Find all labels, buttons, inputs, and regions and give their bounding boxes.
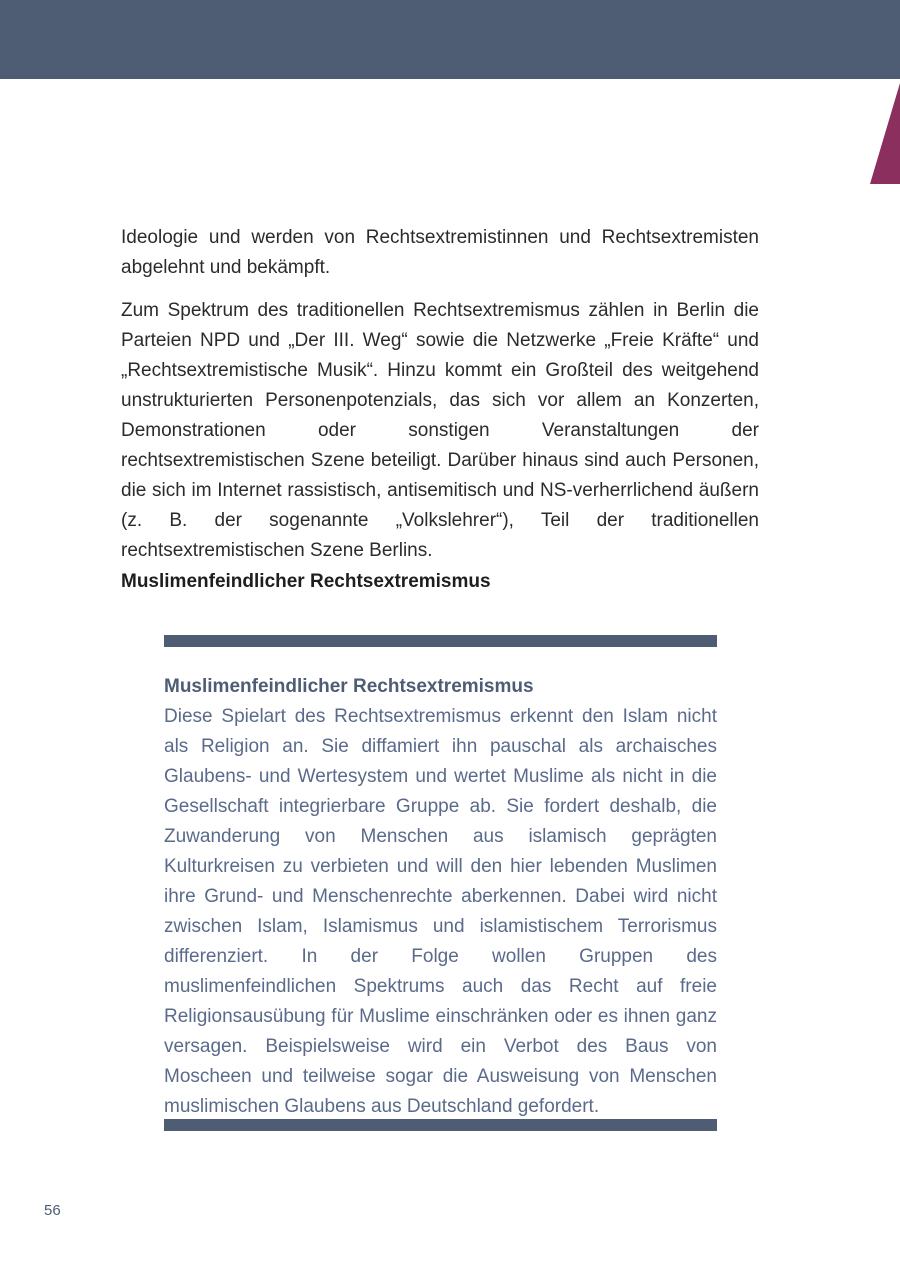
header-band	[0, 0, 900, 79]
info-box-bottom-rule	[164, 1119, 717, 1131]
page-number: 56	[44, 1202, 61, 1219]
section-heading: Muslimenfeindlicher Rechtsextremismus	[121, 571, 491, 592]
info-box-title: Muslimenfeindlicher Rechtsextremismus	[164, 676, 534, 697]
corner-tab-marker	[870, 83, 900, 184]
info-box-top-rule	[164, 635, 717, 647]
body-paragraph-2: Zum Spektrum des traditionellen Rechtsextremismus zählen in Berlin die Parteien NPD und „Der III. Weg“ sowie die Netzwerke „Freie Kräfte“ und „Rechtsextremistische Musik“. Hinzu kommt ein Großteil des weitgehend unstrukturierten Personenpotenzials, das sich vor allem an Konzerten, Demonstrationen oder sonstigen Veranstaltungen der rechtsextremistischen Szene beteiligt. Darüber hinaus sind auch Personen, die sich im Internet rassistisch, antisemitisch und NS-verherrlichend äußern (z. B. der sogenannte „Volkslehrer“), Teil der traditionellen rechtsextremistischen Szene Berlins.	[121, 300, 759, 561]
body-paragraph-1: Ideologie und werden von Rechtsextremistinnen und Rechtsextremisten abgelehnt und bekämpft.	[121, 227, 759, 278]
info-box-text: Diese Spielart des Rechtsextremismus erkennt den Islam nicht als Religion an. Sie diffamiert ihn pauschal als archaisches Glaubens- und Wertesystem und wertet Muslime als nicht in die Gesellschaft integrierbare Gruppe ab. Sie fordert deshalb, die Zuwanderung von Menschen aus islamisch geprägten Kulturkreisen zu verbieten und will den hier lebenden Muslimen ihre Grund- und Menschenrechte aberkennen. Dabei wird nicht zwischen Islam, Islamismus und islamistischem Terrorismus differenziert. In der Folge wollen Gruppen des muslimenfeindlichen Spektrums auch das Recht auf freie Religionsausübung für Muslime einschränken oder es ihnen ganz versagen. Beispielsweise wird ein Verbot des Baus von Moscheen und teilweise sogar die Ausweisung von Menschen muslimischen Glaubens aus Deutschland gefordert.	[164, 706, 717, 1117]
